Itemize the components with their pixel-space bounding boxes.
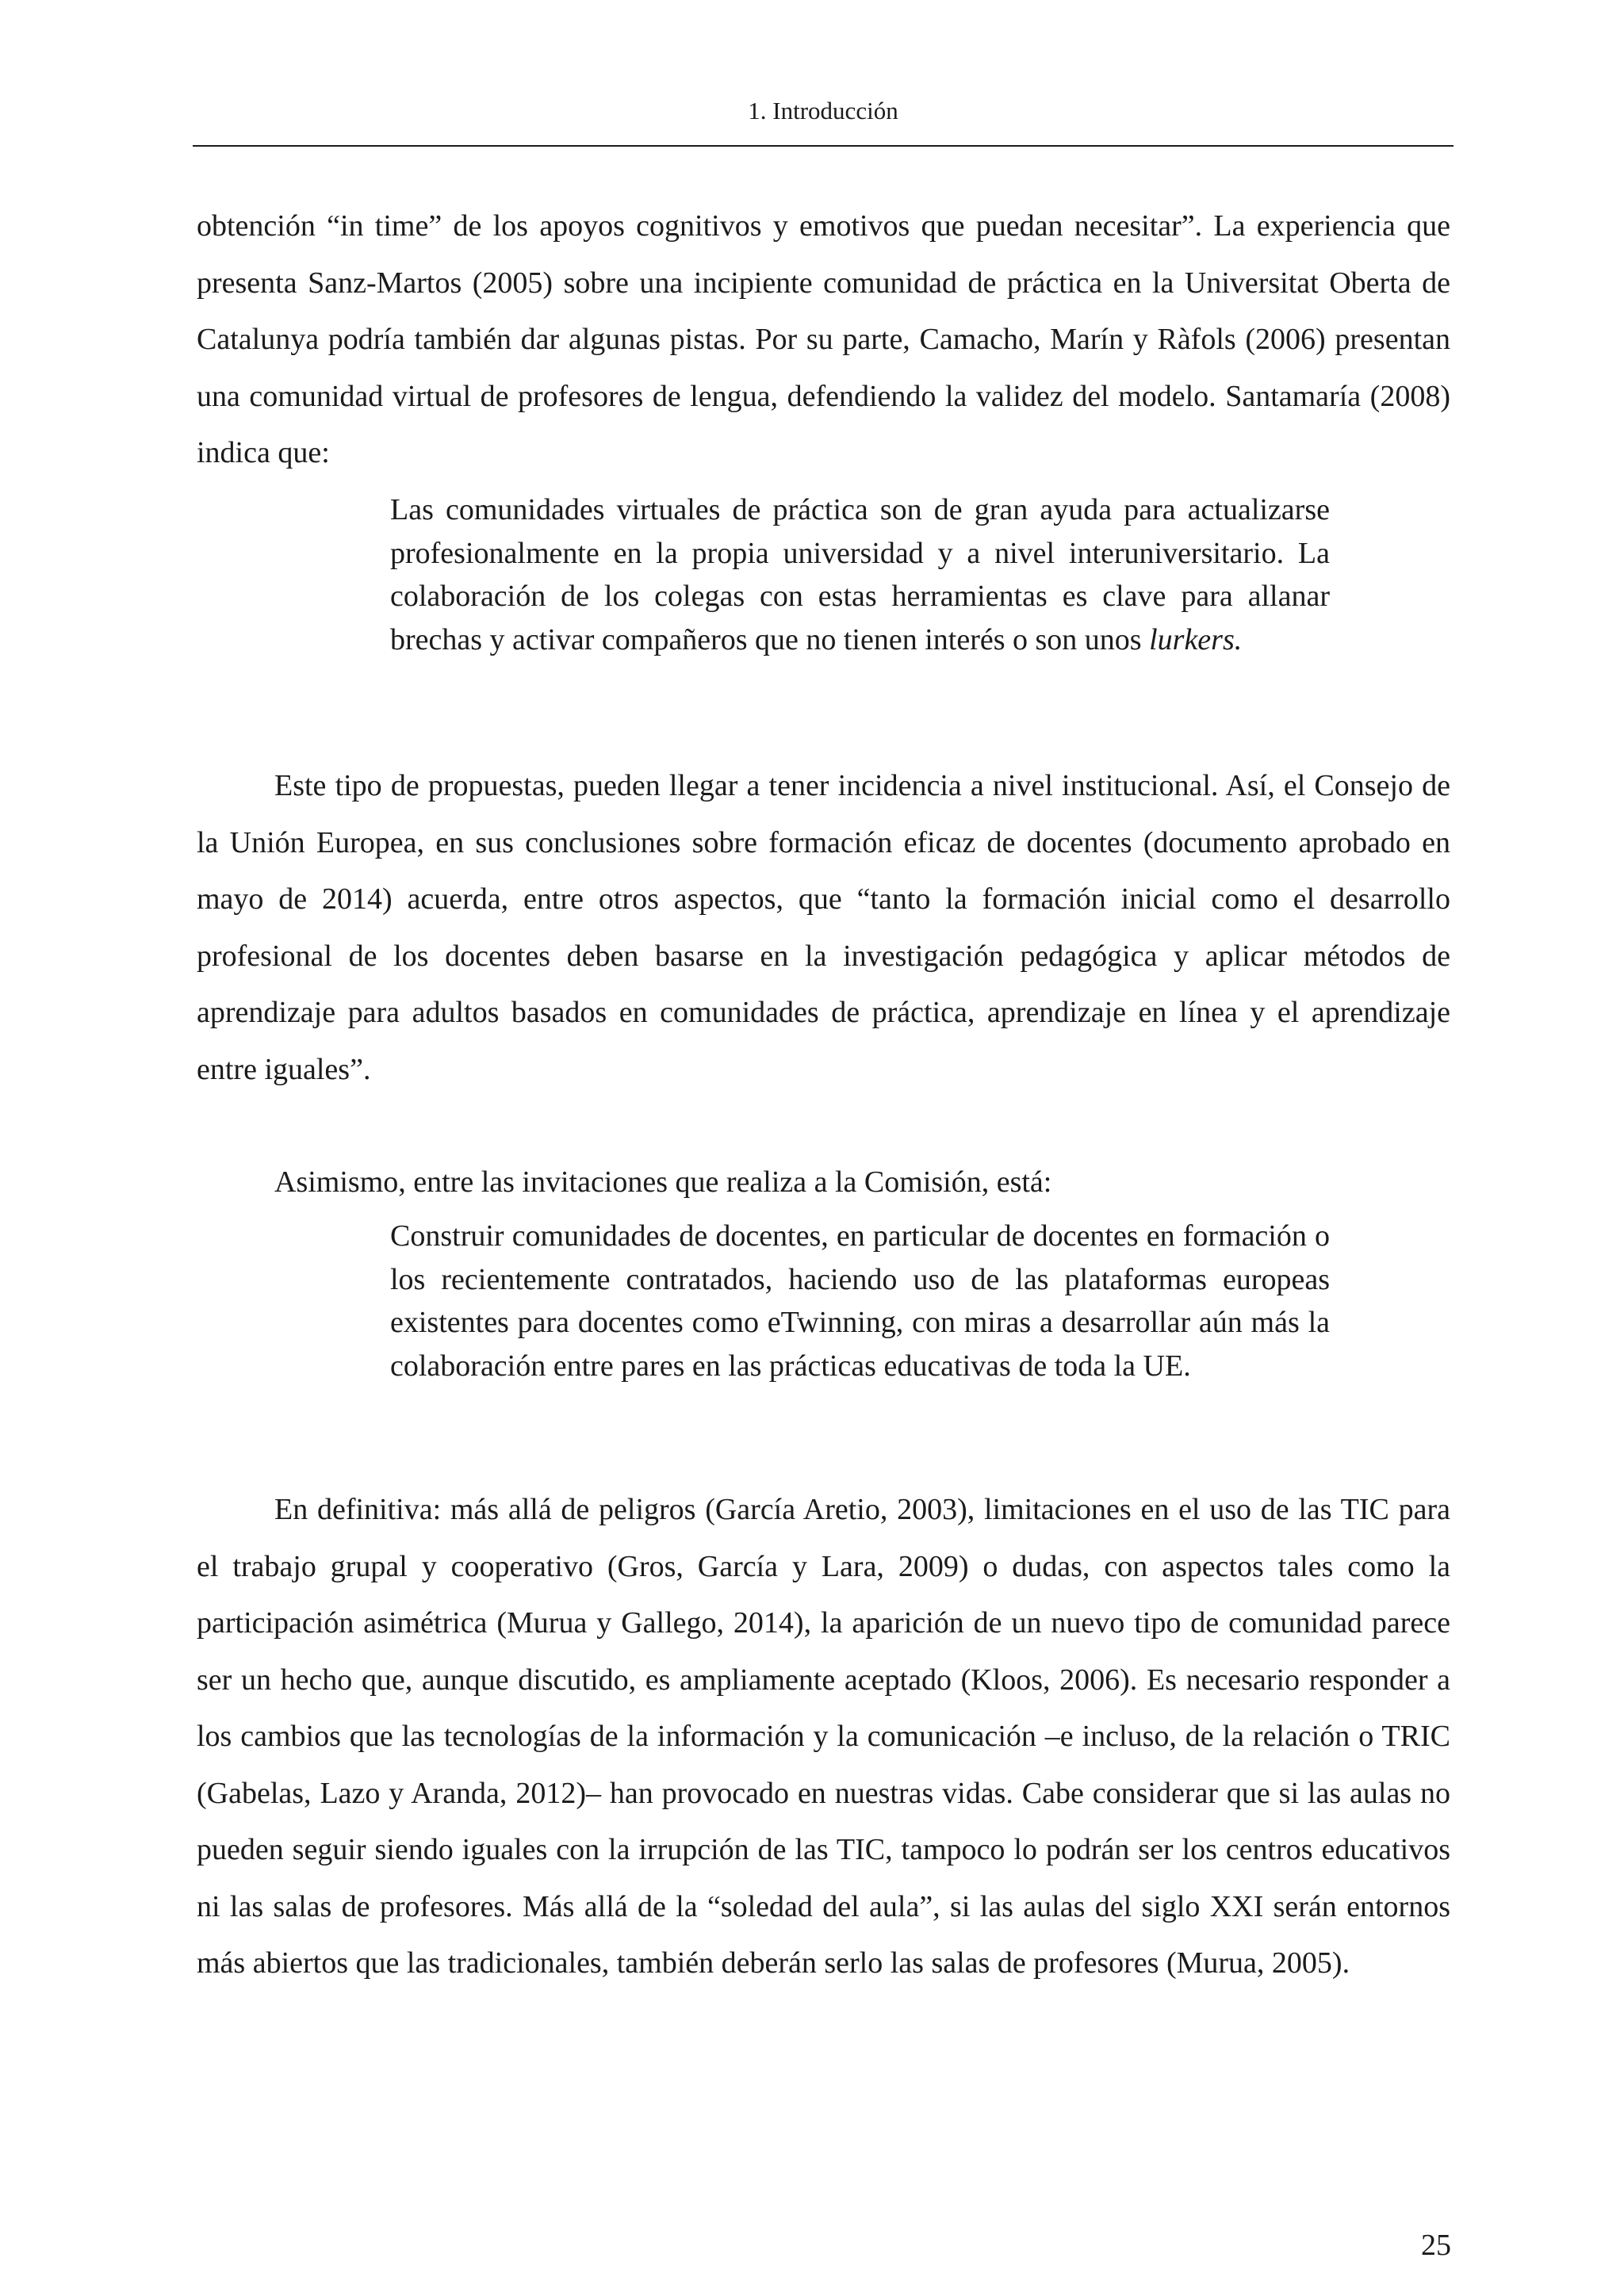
- block-quote-comision: Construir comunidades de docentes, en particular de docentes en formación o los recientemente contratados, haciendo uso de las plataformas europeas existentes para docentes como eTwinning, con miras a desarrollar aún más la colaboración entre pares en las prácticas educativas de toda la UE.: [390, 1219, 1330, 1383]
- block-quote-santamaria: [390, 488, 1330, 661]
- paragraph-consejo-ue: Este tipo de propuestas, pueden llegar a tener incidencia a nivel institucional. Así, el Consejo de la Unión Europea, en sus conclusiones sobre formación eficaz de docentes (documento aprobado en mayo de 2014) acuerda, entre otros aspectos, que “tanto la formación inicial como el desarrollo profesional de los docentes deben basarse en la investigación pedagógica y aplicar métodos de aprendizaje para adultos basados en comunidades de práctica, aprendizaje en línea y el aprendizaje entre iguales”.: [197, 769, 1450, 1086]
- running-header: 1. Introducción: [748, 97, 898, 124]
- paragraph-invitaciones: Asimismo, entre las invitaciones que realiza a la Comisión, está:: [274, 1165, 1052, 1199]
- block-quote-italic-term: lurkers.: [1149, 622, 1243, 656]
- page-number: 25: [1421, 2229, 1451, 2262]
- header-rule: [193, 145, 1454, 147]
- paragraph-en-definitiva: En definitiva: más allá de peligros (García Aretio, 2003), limitaciones en el uso de las TIC para el trabajo grupal y cooperativo (Gros, García y Lara, 2009) o dudas, con aspectos tales como la participación asimétrica (Murua y Gallego, 2014), la aparición de un nuevo tipo de comunidad parece ser un hecho que, aunque discutido, es ampliamente aceptado (Kloos, 2006). Es necesario responder a los cambios que las tecnologías de la información y la comunicación –e incluso, de la relación o TRIC (Gabelas, Lazo y Aranda, 2012)– han provocado en nuestras vidas. Cabe considerar que si las aulas no pueden seguir siendo iguales con la irrupción de las TIC, tampoco lo podrán ser los centros educativos ni las salas de profesores. Más allá de la “soledad del aula”, si las aulas del siglo XXI serán entornos más abiertos que las tradicionales, también deberán serlo las salas de profesores (Murua, 2005).: [197, 1493, 1450, 1980]
- block-quote-text: Las comunidades virtuales de práctica son de gran ayuda para actualizarse profesionalmente en la propia universidad y a nivel interuniversitario. La colaboración de los colegas con estas herramientas es clave para allanar brechas y activar compañeros que no tienen interés o son unos: [390, 493, 1330, 656]
- paragraph-continuation: obtención “in time” de los apoyos cognitivos y emotivos que puedan necesitar”. La experiencia que presenta Sanz-Martos (2005) sobre una incipiente comunidad de práctica en la Universitat Oberta de Catalunya podría también dar algunas pistas. Por su parte, Camacho, Marín y Ràfols (2006) presentan una comunidad virtual de profesores de lengua, defendiendo la validez del modelo. Santamaría (2008) indica que:: [197, 209, 1450, 469]
